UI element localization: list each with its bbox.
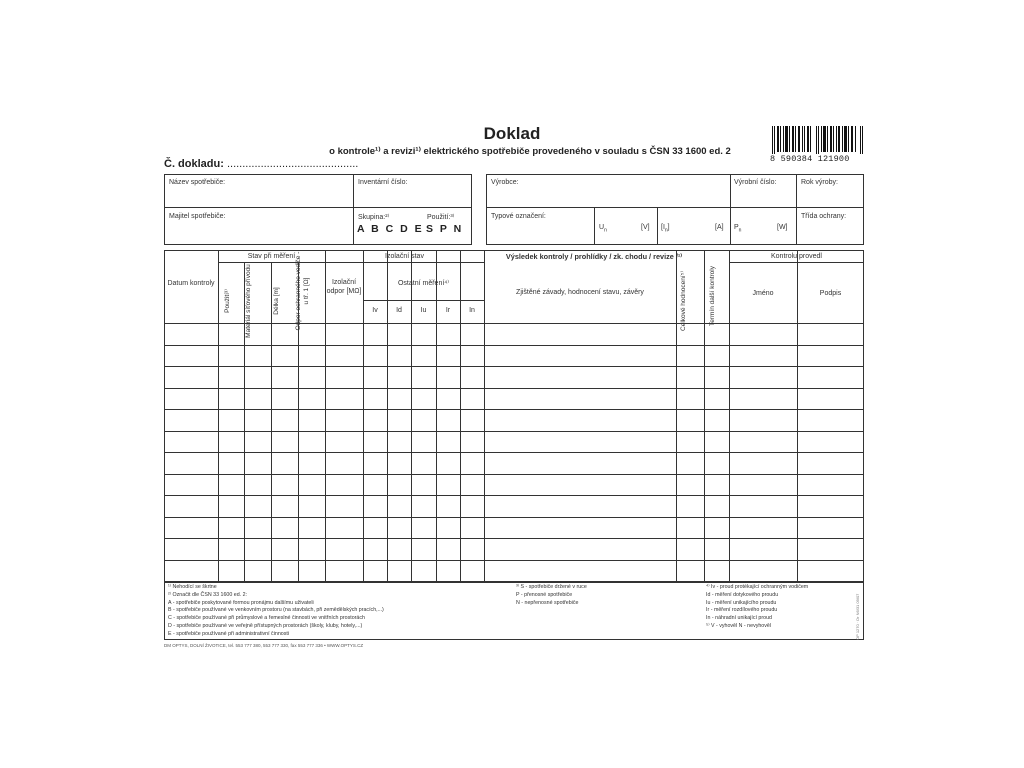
year-label: Rok výroby: [801, 179, 838, 186]
name-header: Jméno [752, 290, 774, 297]
usage-label: Použití:³⁾ [427, 214, 455, 221]
sub-col-id: Id [396, 307, 402, 314]
power-unit: [W] [777, 224, 788, 231]
inspection-table [164, 250, 864, 582]
group-label: Skupina:²⁾ [358, 214, 390, 221]
publisher-footer: DM OPTYS, DOLNÍ ŽIVOTICE, tel. 553 777 380, 553 777 330, fax 553 777 336 • WWW.OPTYS.CZ [164, 643, 364, 648]
manufacturer-label: Výrobce: [491, 179, 519, 186]
sub-col-in: In [469, 307, 475, 314]
length-header: Délka [m] [273, 287, 280, 315]
usage-col-header: Použití³⁾ [224, 289, 231, 313]
protection-class-label: Třída ochrany: [801, 213, 847, 220]
appliance-name-label: Název spotřebiče: [169, 179, 226, 186]
result-header: Výsledek kontroly / prohlídky / zk. chodu / revize /¹⁾ [505, 252, 683, 261]
overall-rating-header: Celkové hodnocení⁵⁾ [680, 271, 687, 331]
voltage-label: $U_n$ [599, 224, 607, 234]
serial-number-label: Výrobní číslo: [734, 179, 777, 186]
current-label: $[I_n]$ [661, 224, 670, 234]
signature-header: Podpis [819, 290, 842, 297]
appliance-info-box [164, 174, 472, 245]
footnotes-col1: ¹⁾ Nehodící se škrtne ²⁾ Označit dle ČSN 33 1600 ed. 2: A - spotřebiče poskytované formou pronájmu dalšímu uživateli B - spotřebiče používané ve venkovním prostoru (na stavbách, při zemědělských pracích,...) C - spotřebiče používané při průmyslové a řemeslné činnosti ve vnitřních prostorách D - spotřebiče používané ve veřejně přístupných prostorách (školy, kluby, hotely,...) E - spotřebiče používané při administrativní činnosti [168, 584, 384, 637]
doc-number-field [164, 158, 358, 170]
barcode-number: 8 590384 121900 [770, 154, 850, 164]
next-inspection-header: Termín další kontroly [709, 266, 716, 326]
performed-by-header: Kontrolu provedl [771, 253, 822, 260]
side-code: OP 1270 · Dr N6/31 09/07 [855, 593, 860, 640]
sub-col-iv: Iv [372, 307, 378, 314]
type-label: Typové označení: [491, 213, 546, 220]
power-label: $P_n$ [734, 224, 742, 234]
protective-resistance-header: Odpor ochranného vodiče - u tř. 1 [Ω] [295, 251, 310, 331]
other-measurements-header: Ostatní měření⁴⁾ [397, 280, 450, 287]
date-header: Datum kontroly [167, 280, 215, 287]
document-title: Doklad [483, 124, 541, 143]
group-values: A B C D E [357, 223, 424, 235]
footnotes-col2: ³⁾ S - spotřebiče držené v ruce P - přenosné spotřebiče N - nepřenosné spotřebiče [516, 584, 587, 606]
insulation-resistance-header: Izolační odpor [MΩ] [326, 279, 362, 295]
barcode-icon [772, 126, 864, 154]
measurement-state-header: Stav při měření [247, 253, 296, 260]
insulation-state-header: Izolační stav [385, 253, 424, 260]
owner-label: Majitel spotřebiče: [169, 213, 226, 220]
footnotes-col3: ⁴⁾ Iv - proud protékající ochranným vodičem Id - měření dotykového proudu Iu - měření unikajícího proudu Ir - měření rozdílového proudu In - náhradní unikající proud ⁵⁾ V - vyhověl N - nevyhověl [706, 584, 809, 629]
manufacturer-info-box [486, 174, 864, 245]
document-subtitle: o kontrole¹⁾ a revizi¹⁾ elektrického spotřebiče provedeného v souladu s ČSN 33 1600 ed. 2 [329, 146, 731, 157]
cable-material-header: Materiál síťového přívodu [245, 264, 252, 338]
inventory-number-label: Inventární číslo: [358, 179, 408, 186]
current-unit: [A] [715, 224, 724, 231]
doc-number-dots: ........................................... [226, 158, 359, 170]
sub-col-iu: Iu [420, 307, 427, 314]
findings-header: Zjištěné závady, hodnocení stavu, závěry [516, 289, 644, 296]
sub-col-ir: Ir [445, 307, 451, 314]
usage-values: S P N [426, 223, 464, 235]
voltage-unit: [V] [641, 224, 650, 231]
doc-number-label: Č. dokladu: [164, 158, 224, 170]
